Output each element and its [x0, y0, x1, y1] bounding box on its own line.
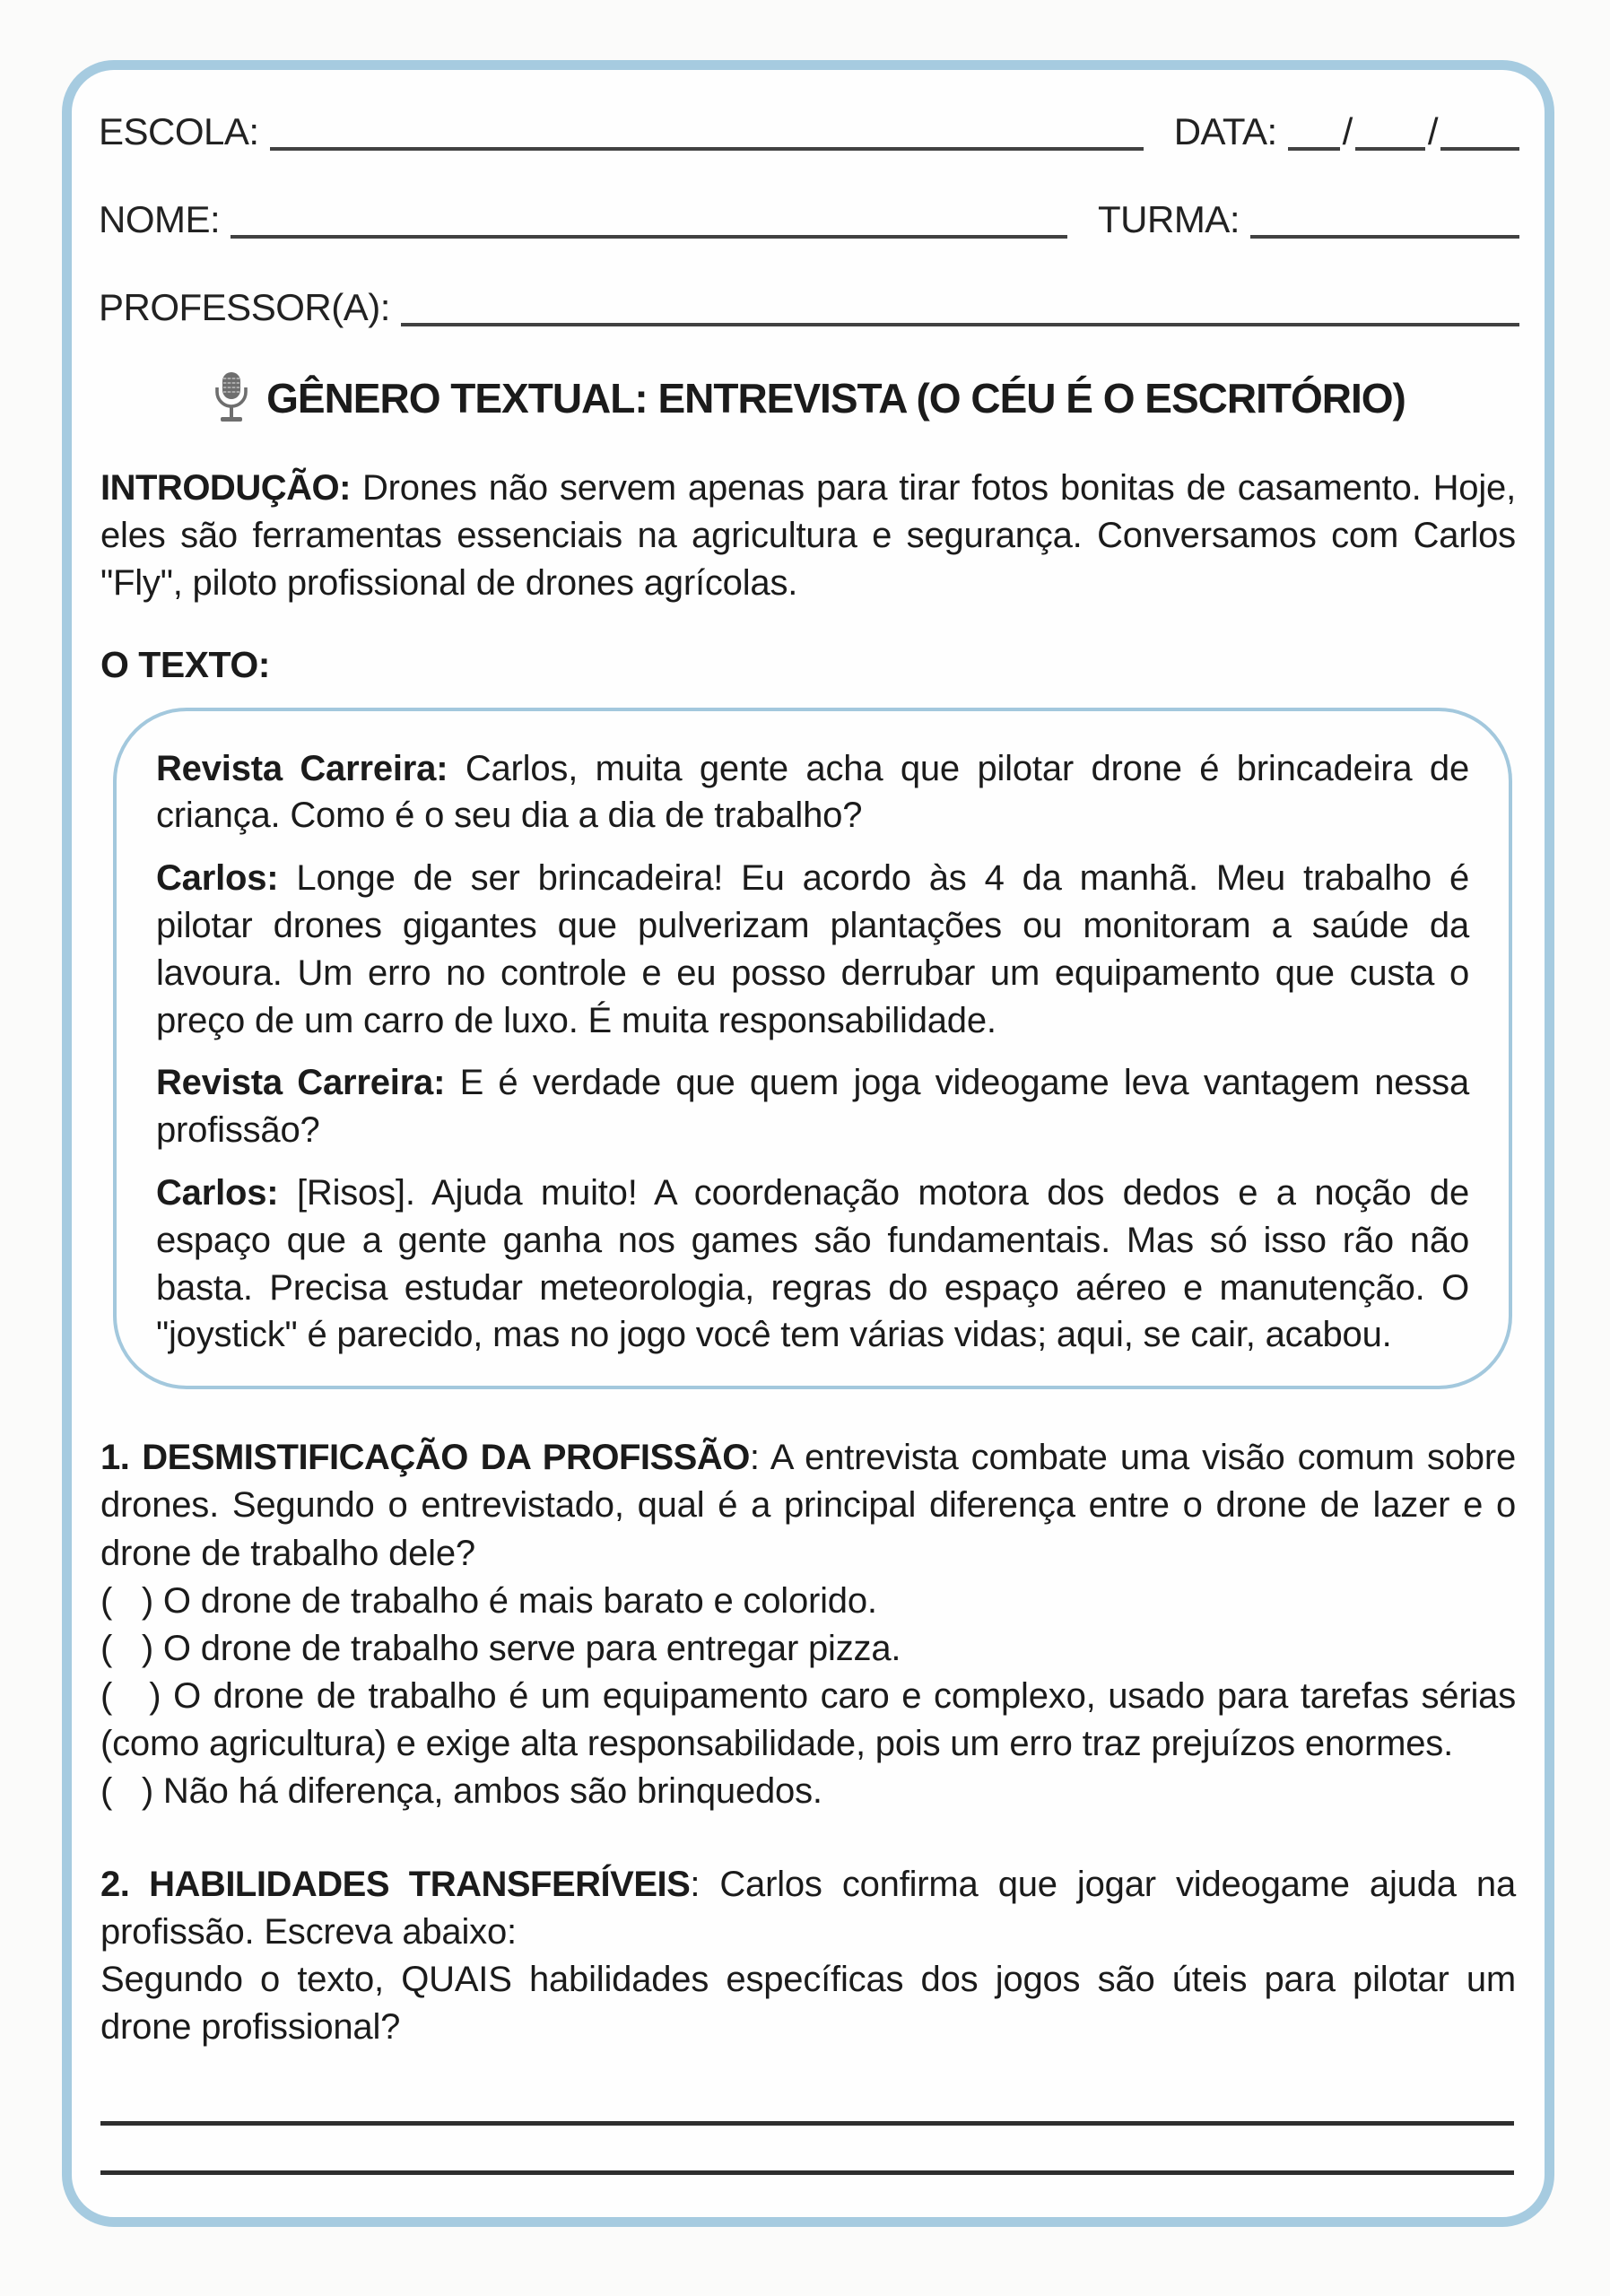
interview-text: Longe de ser brincadeira! Eu acordo às 4 da manhã. Meu trabalho é pilotar drones gigantes que pulverizam plantações ou monitoram a saúde da lavoura. Um erro no controle e eu posso derrubar um equipamento que custa o preço de um carro de luxo. É muita responsabilidade. [156, 858, 1469, 1040]
data-year-blank [1440, 109, 1519, 151]
question-1-option-d: ( ) Não há diferença, ambos são brinquedos. [100, 1771, 822, 1812]
worksheet-title-text: GÊNERO TEXTUAL: ENTREVISTA (O CÉU É O ESCRITÓRIO) [266, 375, 1405, 422]
data-month-blank [1355, 109, 1425, 151]
answer-blank-line [100, 2170, 1514, 2175]
interview-paragraph [156, 1170, 1469, 1359]
nome-label: NOME: [99, 198, 221, 240]
interview-paragraph [156, 1059, 1469, 1154]
data-label: DATA: [1173, 110, 1277, 152]
date-separator: / [1427, 110, 1438, 152]
date-separator: / [1342, 110, 1353, 152]
intro-label: INTRODUÇÃO: [100, 468, 351, 508]
answer-blank-line [100, 2121, 1514, 2126]
header-row-nome [99, 194, 1519, 239]
worksheet-page [62, 60, 1554, 2227]
question-2-label: 2. HABILIDADES TRANSFERÍVEIS [100, 1864, 691, 1904]
question-1-option-c: ( ) O drone de trabalho é um equipamento caro e complexo, usado para tarefas sérias (como agricultura) e exige alta responsabilidade, pois um erro traz prejuízos enormes. [100, 1676, 1516, 1764]
header-row-professor [99, 282, 1519, 326]
question-2-text: : Carlos confirma que jogar videogame ajuda na profissão. Escreva abaixo: [100, 1864, 1516, 1952]
question-1-label: 1. DESMISTIFICAÇÃO DA PROFISSÃO [100, 1438, 750, 1478]
turma-blank-line [1250, 197, 1519, 239]
interview-paragraph [156, 745, 1469, 840]
escola-blank-line [270, 109, 1144, 151]
speaker-name: Carlos: [156, 1172, 279, 1213]
question-1-option-b: ( ) O drone de trabalho serve para entregar pizza. [100, 1628, 901, 1668]
interview-paragraph [156, 855, 1469, 1044]
speaker-name: Revista Carreira: [156, 1063, 446, 1103]
worksheet-title [99, 371, 1519, 425]
question-1-heading [100, 1434, 1516, 1578]
header-row-escola [99, 106, 1519, 151]
question-2-heading [100, 1861, 1516, 1956]
interview-box [113, 708, 1512, 1390]
interview-text: [Risos]. Ajuda muito! A coordenação motora dos dedos e a noção de espaço que a gente ganha nos games são fundamentais. Mas só isso rão não basta. Precisa estudar meteorologia, regras do espaço aéreo e manutenção. O "joystick" é parecido, mas no jogo você tem várias vidas; aqui, se cair, acabou. [156, 1172, 1469, 1355]
interview-text: E é verdade que quem joga videogame leva vantagem nessa profissão? [156, 1063, 1469, 1151]
data-day-blank [1288, 109, 1340, 151]
intro-text: Drones não servem apenas para tirar fotos bonitas de casamento. Hoje, eles são ferramentas essenciais na agricultura e segurança. Conversamos com Carlos "Fly", piloto profissional de drones agrícolas. [100, 468, 1516, 604]
escola-label: ESCOLA: [99, 110, 259, 152]
professor-label: PROFESSOR(A): [99, 286, 390, 328]
nome-blank-line [231, 197, 1067, 239]
question-1-text: : A entrevista combate uma visão comum sobre drones. Segundo o entrevistado, qual é a principal diferença entre o drone de lazer e o drone de trabalho dele? [100, 1438, 1517, 1573]
question-2-prompt: Segundo o texto, QUAIS habilidades específicas dos jogos são úteis para pilotar um drone profissional? [100, 1960, 1516, 2048]
question-1-option-a: ( ) O drone de trabalho é mais barato e colorido. [100, 1580, 877, 1621]
intro-paragraph [100, 465, 1516, 608]
texto-heading: O TEXTO: [100, 643, 270, 685]
speaker-name: Carlos: [156, 858, 279, 899]
interview-text: Carlos, muita gente acha que pilotar drone é brincadeira de criança. Como é o seu dia a dia de trabalho? [156, 748, 1469, 836]
turma-label: TURMA: [1098, 198, 1240, 240]
professor-blank-line [401, 285, 1519, 326]
speaker-name: Revista Carreira: [156, 748, 448, 788]
microphone-icon [213, 371, 250, 425]
